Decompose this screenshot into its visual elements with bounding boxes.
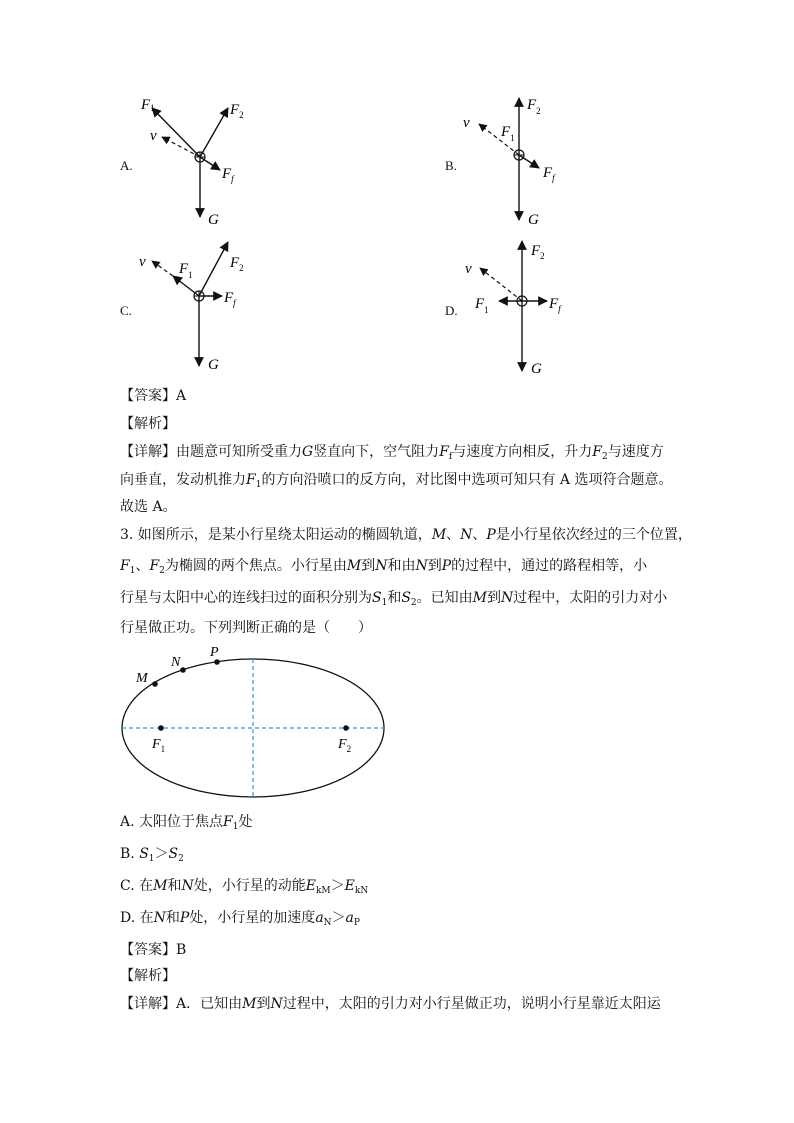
g-label: G [208, 357, 219, 373]
svg-text:F2: $F_2$ [531, 243, 545, 261]
svg-text:Ff: $F_f$ [549, 296, 561, 314]
v-arrow [162, 137, 200, 157]
v-arrow [480, 268, 522, 301]
svg-text:Ff: $F_f$ [222, 166, 234, 184]
label-n: N [171, 655, 181, 670]
option-a-force-diagram [130, 92, 260, 232]
q2-analysis-tag: 【解析】 [120, 416, 176, 432]
q3-stem-line-2: $F_1$、$F_2$为椭圆的两个焦点。小行星由M到N和由N到P的过程中，通过的路程相等，小 [120, 558, 648, 576]
f2-label: F [531, 243, 541, 259]
point-p-dot [214, 659, 220, 665]
f1-label: F [141, 97, 151, 113]
q3-option-c: C. 在M和N处，小行星的动能$E_{kM}>E_{kN}$ [120, 878, 369, 896]
f2-label: F [230, 255, 240, 271]
q3-stem-line-1: 3. 如图所示，是某小行星绕太阳运动的椭圆轨道，M、N、P是小行星依次经过的三个位置， [120, 527, 692, 543]
v-label: v [463, 115, 470, 131]
q3-option-b: B. $S_1>S_2$ [120, 846, 184, 864]
ff-label: F [549, 296, 559, 312]
svg-text:Ff: $F_f$ [224, 290, 236, 308]
ff-label: F [222, 166, 232, 182]
option-a-label: A. [120, 158, 133, 173]
v-label: v [150, 128, 157, 144]
focus-f1-dot [158, 725, 164, 731]
v-label: v [465, 261, 472, 277]
q3-stem-line-3: 行星与太阳中心的连线扫过的面积分别为$S_1$和$S_2$。已知由M到N过程中，太阳的引力对小 [120, 590, 668, 608]
f2-arrow [200, 108, 228, 157]
option-c-label: C. [120, 303, 132, 318]
point-n-dot [180, 667, 186, 673]
f1-label: F [501, 124, 511, 140]
svg-text:F2: $F_2$ [527, 97, 541, 116]
option-d-force-diagram [455, 236, 585, 378]
label-p: P [210, 645, 219, 660]
q3-answer: 【答案】B [120, 942, 187, 958]
q3-analysis-tag: 【解析】 [120, 968, 176, 984]
q3-option-a: A. 太阳位于焦点$F_1$处 [120, 814, 253, 832]
option-b-force-diagram [455, 92, 585, 232]
ff-label: F [543, 165, 553, 181]
label-f1: F [152, 737, 161, 752]
ff-label: F [224, 290, 234, 306]
q2-answer: 【答案】A [120, 388, 187, 404]
f2-label: F [527, 97, 537, 113]
option-c-force-diagram [130, 236, 260, 378]
svg-text:F1: $F_1$ [501, 124, 515, 143]
svg-text:F1: $F_1$ [179, 261, 193, 280]
label-m: M [136, 671, 148, 686]
q3-stem-line-4: 行星做正功。下列判断正确的是（ ） [120, 620, 372, 636]
q2-detail-line-1: 【详解】由题意可知所受重力G竖直向下，空气阻力$F_f$与速度方向相反，升力$F_2$与速度方 [120, 444, 664, 462]
ff-arrow [519, 155, 539, 168]
f1-label: F [475, 296, 485, 312]
ff-arrow [200, 157, 220, 170]
option-b-label: B. [445, 158, 457, 173]
option-d-label: D. [445, 303, 458, 318]
f2-arrow [199, 242, 228, 296]
svg-text:F1: $F_1$ [152, 737, 166, 754]
g-label: G [531, 361, 542, 377]
q2-detail-line-3: 故选 A。 [120, 499, 177, 515]
svg-text:F1: F1 [141, 97, 155, 113]
f1-label: F [179, 261, 189, 277]
f2-label: F [230, 102, 240, 118]
v-arrow [152, 261, 173, 276]
orbit-ellipse-diagram [118, 642, 390, 802]
v-label: v [139, 254, 146, 270]
g-label: G [528, 212, 539, 228]
svg-text:F2: $F_2$ [230, 255, 244, 273]
q2-detail-line-2: 向垂直，发动机推力$F_1$的方向沿喷口的反方向，对比图中选项可知只有 A 选项符合题意。 [120, 472, 673, 490]
g-label: G [208, 212, 219, 228]
svg-text:F1: $F_1$ [475, 296, 489, 315]
q3-detail-line-1: 【详解】A．已知由M到N过程中，太阳的引力对小行星做正功，说明小行星靠近太阳运 [120, 996, 661, 1012]
focus-f2-dot [343, 725, 349, 731]
svg-text:F2: $F_2$ [338, 737, 352, 754]
q3-option-d: D. 在N和P处，小行星的加速度$a_N>a_P$ [120, 910, 360, 928]
f1-arrow [152, 108, 200, 157]
label-f2: F [338, 737, 347, 752]
svg-text:Ff: $F_f$ [543, 165, 555, 183]
point-m-dot [152, 681, 158, 687]
svg-text:F2: $F_2$ [230, 102, 244, 120]
